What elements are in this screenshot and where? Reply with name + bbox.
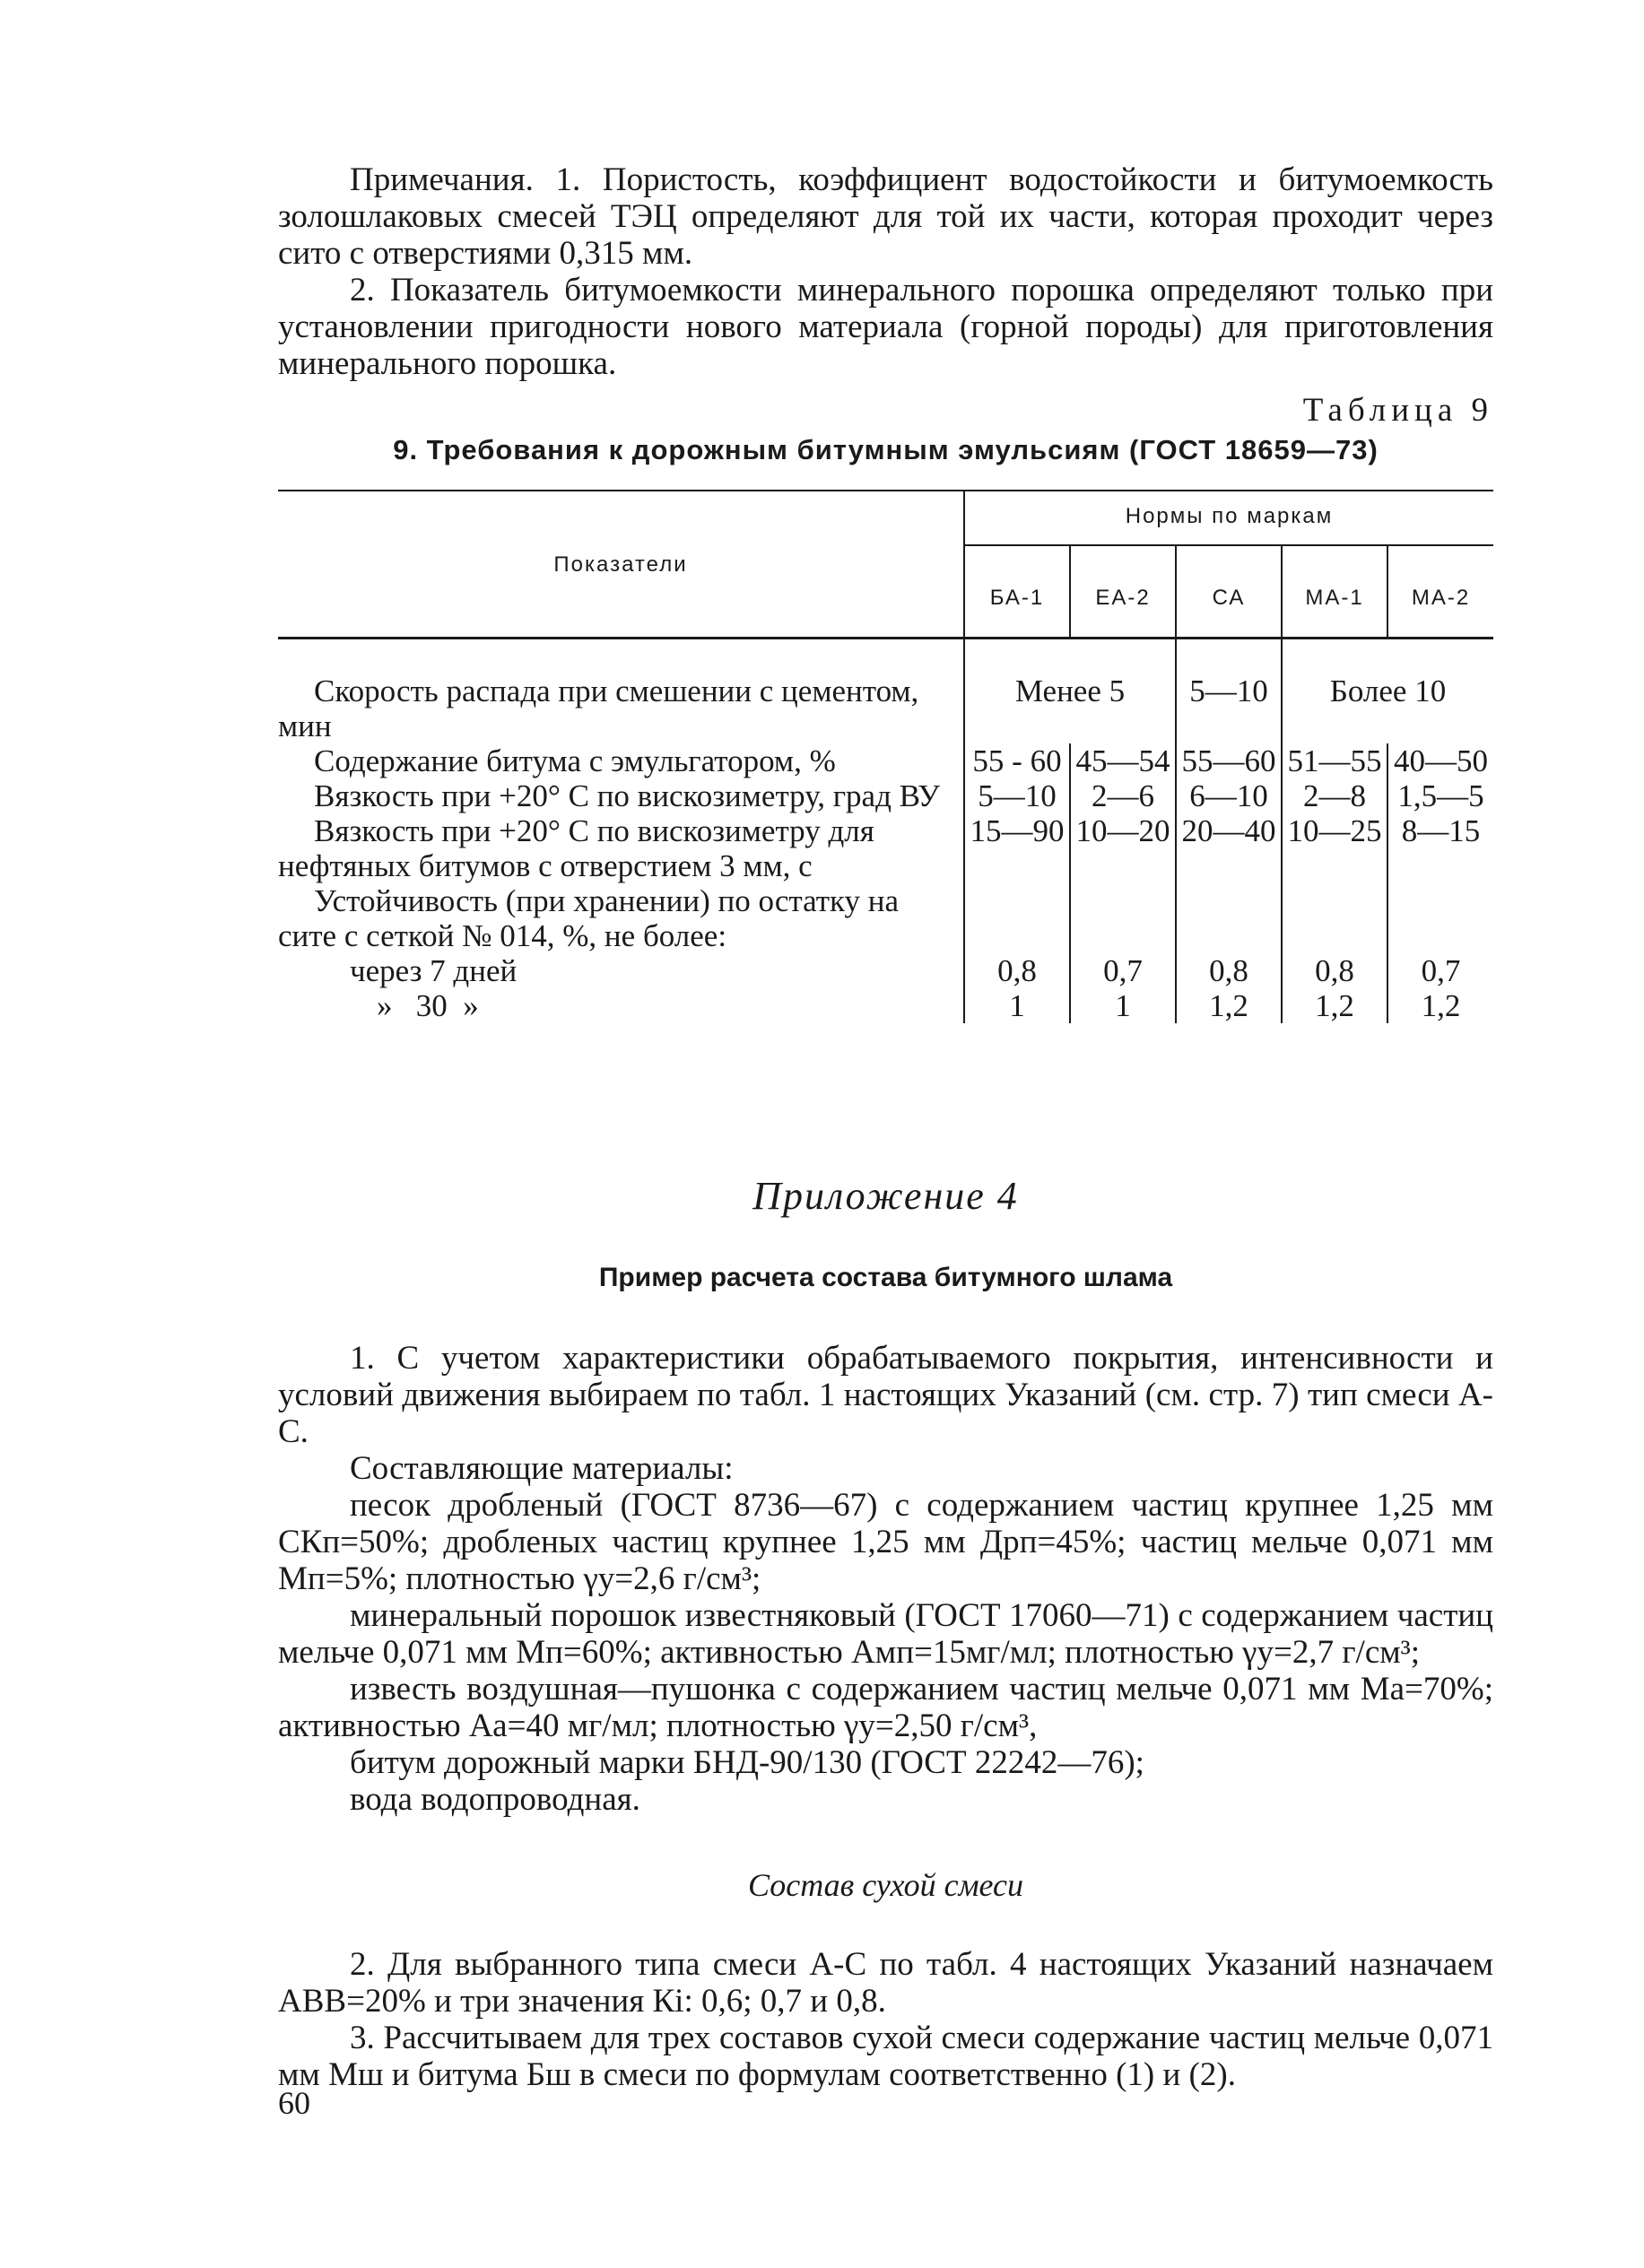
cell-value: 5—10: [1176, 639, 1282, 744]
appendix-title: Приложение 4: [752, 1174, 1019, 1218]
appendix-heading: Пример расчета состава битумного шлама: [598, 1263, 1173, 1292]
table-row: [278, 639, 1493, 744]
cell-value: 40—50: [1387, 743, 1493, 778]
table-row: [278, 988, 1493, 1023]
row-label: Содержание битума с эмульгатором, %: [314, 743, 836, 778]
cell-value: Более 10: [1282, 639, 1493, 744]
table-row: [278, 778, 1493, 813]
cell-value: 0,8: [964, 953, 1070, 988]
row-label: Скорость распада при смешении с цементом, мин: [278, 673, 919, 743]
emulsion-requirements-table: [278, 490, 1493, 1023]
row-label: Устойчивость (при хранении) по остатку на сите с сеткой № 014, %, не более:: [278, 883, 900, 953]
page-number: 60: [278, 2085, 310, 2121]
table-title: 9. Требования к дорожным битумным эмульсиям (ГОСТ 18659—73): [393, 434, 1379, 465]
section-subtitle: Состав сухой смеси: [747, 1867, 1024, 1903]
materials-label: Составляющие материалы:: [350, 1450, 734, 1487]
cell-value: 1,2: [1176, 988, 1282, 1023]
paragraph-2: 2. Для выбранного типа смеси А-С по табл. 4 настоящих Указаний назначаем АВВ=20% и три значения Кі: 0,6; 0,7 и 0,8.: [278, 1946, 1493, 2020]
cell-value: 51—55: [1282, 743, 1387, 778]
material-water: вода водопроводная.: [350, 1781, 640, 1818]
header-indicators: Показатели: [278, 491, 964, 639]
cell-value: 0,8: [1176, 953, 1282, 988]
cell-value: 2—8: [1282, 778, 1387, 813]
dry-mix-body: [278, 1946, 1493, 2093]
cell-value: Менее 5: [964, 639, 1176, 744]
cell-value: 1: [964, 988, 1070, 1023]
row-label: Вязкость при +20° С по вискозиметру для нефтяных битумов с отверстием 3 мм, с: [278, 813, 874, 883]
table-row: [278, 813, 1493, 883]
header-grade: МА-1: [1282, 545, 1387, 639]
cell-value: 45—54: [1070, 743, 1176, 778]
cell-value: 10—20: [1070, 813, 1176, 883]
cell-value: 8—15: [1387, 813, 1493, 883]
cell-value: 55—60: [1176, 743, 1282, 778]
note-1: Примечания. 1. Пористость, коэффициент водостойкости и битумоемкость золошлаковых смесей ТЭЦ определяют для той их части, которая проходит через сито с отверстиями 0,315 мм.: [278, 161, 1493, 272]
cell-value: 5—10: [964, 778, 1070, 813]
cell-value: 0,7: [1387, 953, 1493, 988]
cell-value: 0,7: [1070, 953, 1176, 988]
paragraph-3: 3. Рассчитываем для трех составов сухой смеси содержание частиц мельче 0,071 мм Мш и битума Бш в смеси по формулам соответственно (1) и (2).: [278, 2020, 1493, 2093]
material-lime: известь воздушная—пушонка с содержанием частиц мельче 0,071 мм Ма=70%; активностью Аа=40 мг/мл; плотностью γу=2,50 г/см³,: [278, 1671, 1493, 1744]
header-grade-group: Нормы по маркам: [964, 491, 1493, 545]
appendix-body: [278, 1340, 1493, 1818]
notes-block: [278, 161, 1493, 382]
table-label: Таблица 9: [1302, 392, 1493, 429]
cell-value: 10—25: [1282, 813, 1387, 883]
cell-value: 1,5—5: [1387, 778, 1493, 813]
cell-value: 55 - 60: [964, 743, 1070, 778]
table-row: [278, 743, 1493, 778]
material-bitumen: битум дорожный марки БНД-90/130 (ГОСТ 22242—76);: [350, 1744, 1144, 1781]
row-label: » 30 »: [377, 988, 479, 1023]
cell-value: 0,8: [1282, 953, 1387, 988]
cell-value: 15—90: [964, 813, 1070, 883]
header-grade: ЕА-2: [1070, 545, 1176, 639]
row-label: Вязкость при +20° С по вискозиметру, град ВУ: [314, 778, 940, 813]
cell-value: 6—10: [1176, 778, 1282, 813]
material-sand: песок дробленый (ГОСТ 8736—67) с содержанием частиц крупнее 1,25 мм СКп=50%; дробленых частиц крупнее 1,25 мм Дрп=45%; частиц мельче 0,071 мм Мп=5%; плотностью γу=2,6 г/см³;: [278, 1487, 1493, 1597]
table-row: [278, 953, 1493, 988]
header-grade: МА-2: [1387, 545, 1493, 639]
cell-value: 1,2: [1387, 988, 1493, 1023]
header-grade: СА: [1176, 545, 1282, 639]
cell-value: 20—40: [1176, 813, 1282, 883]
paragraph-1: 1. С учетом характеристики обрабатываемого покрытия, интенсивности и условий движения выбираем по табл. 1 настоящих Указаний (см. стр. 7) тип смеси А-С.: [278, 1340, 1493, 1450]
material-mineral-powder: минеральный порошок известняковый (ГОСТ 17060—71) с содержанием частиц мельче 0,071 мм Мп=60%; активностью Амп=15мг/мл; плотностью γу=2,7 г/см³;: [278, 1597, 1493, 1671]
table-row: [278, 883, 1493, 953]
header-grade: БА-1: [964, 545, 1070, 639]
cell-value: 2—6: [1070, 778, 1176, 813]
note-2: 2. Показатель битумоемкости минерального порошка определяют только при установлении пригодности нового материала (горной породы) для приготовления минерального порошка.: [278, 272, 1493, 382]
cell-value: 1: [1070, 988, 1176, 1023]
row-label: через 7 дней: [350, 953, 518, 988]
cell-value: 1,2: [1282, 988, 1387, 1023]
